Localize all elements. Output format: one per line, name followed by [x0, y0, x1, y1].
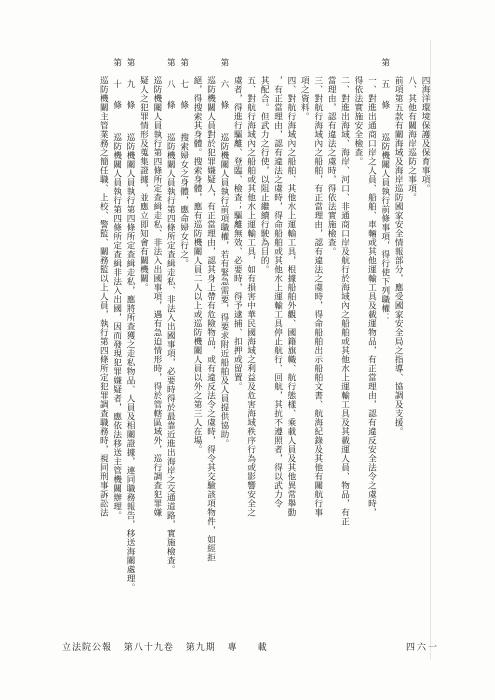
text-line — [270, 58, 283, 628]
line-text: 其配合。但武力之行使，以阻止繼續行駛為目的。 — [259, 76, 270, 274]
text-line — [418, 58, 431, 628]
line-text: 四海洋環境保護及保育事項。 — [420, 76, 430, 193]
line-text: 三、對航行海域內之船舶，有正當理由，認有違法之虞時，得命船舶出示船舶文書、航海紀錄及其他有關航行事 — [312, 76, 323, 517]
text-line — [324, 58, 337, 628]
article-number: 第 七 條 — [178, 58, 189, 111]
article-number: 第 五 條 — [379, 58, 390, 111]
law-text-body — [96, 58, 431, 628]
text-line — [96, 58, 109, 628]
text-line — [203, 58, 216, 628]
line-text: 巡防機關主管業務之簡任職、上校、警監、關務監以上人員，執行第四條所定犯罪調查職務時，視同刑事訴訟法 — [98, 76, 109, 517]
text-line — [123, 58, 136, 628]
line-text: 巡防機關人員執行第四條所定查緝走私、非法入出國事項，必要時得於最靠近進出海岸之交通道路，實施檢查。 — [165, 133, 176, 574]
line-text: 巡防機關人員執行前條事項，得行使下列職權： — [379, 133, 390, 322]
line-text: 絕，得搜索其身體。搜索身體，應有巡防機關人員二人以上或巡防機關人員以外之第三人在場。 — [192, 76, 203, 454]
line-text: 項之資料。 — [299, 76, 310, 121]
line-text: 八、其他有關海岸巡防之事項。 — [406, 76, 417, 202]
text-line — [337, 58, 350, 628]
line-text: 前項第五款有關海域及海岸巡防國家安全情報部分，應受國家安全局之指導、協調及支援。 — [393, 76, 404, 436]
text-line — [163, 58, 176, 628]
text-line — [230, 58, 243, 628]
line-text: 虞者，得進行驅離、登臨、檢查；驅離無效、必要時，得予逮捕、扣押或留置。 — [232, 76, 243, 391]
line-text: 巡防機關人員對於犯罪嫌疑人，有正當理由，認其身上帶有危險物品，或有違反法令之虞時，得令其交驗該項物件，如經拒 — [205, 76, 216, 562]
text-line — [217, 58, 230, 628]
article-number: 第 十 條 — [111, 58, 122, 111]
line-text: ，有正當理由，認有違法之虞時，得命船舶或其他水上運輸工具停止航行、回航，其抗不遵照者，得以武力令 — [272, 76, 283, 508]
line-text: 四、對航行海域內之船舶、其他水上運輸工具，根據船舶外觀、國籍旗幟、航行態樣、乘載人員及其他異常舉動 — [285, 76, 296, 517]
text-line — [149, 58, 162, 628]
line-text: 得依法實施安全檢查。 — [352, 76, 363, 166]
text-line — [377, 58, 390, 628]
footer-publication-info — [62, 640, 276, 653]
text-line — [391, 58, 404, 628]
footer-issue: 第九期 — [185, 643, 216, 653]
text-line — [176, 58, 189, 628]
footer-publication: 立法院公報 — [62, 643, 113, 653]
line-text: 巡防機關人員執行第四條所定查緝走私、非法入出國事項，遇有急迫情形時，得於管轄區域外，巡行調查犯罪嫌 — [151, 76, 162, 517]
text-line — [243, 58, 256, 628]
page-footer — [0, 640, 495, 660]
footer-section: 專 載 — [227, 643, 268, 653]
line-text: 巡防機關人員執行第四條所定查緝走私，應將所查獲之走私物品、人員及相關證據，連同職務報告，移送海關處理。 — [125, 133, 136, 592]
article-number: 第 九 條 — [125, 58, 136, 111]
text-line — [364, 58, 377, 628]
article-number: 第 六 條 — [218, 58, 229, 111]
text-line — [109, 58, 122, 628]
text-line — [404, 58, 417, 628]
text-line — [136, 58, 149, 628]
line-text: 一、對進出通商口岸之人員、船舶、車輛或其他運輸工具及載運物品，有正當理由，認有違反安全法令之虞時， — [366, 76, 377, 517]
line-text: 巡防機關人員執行前項職權，若有緊急需要，得要求附近船舶及人員提供協助。 — [218, 133, 229, 448]
footer-volume: 第八十九卷 — [123, 643, 174, 653]
text-line — [310, 58, 323, 628]
text-line — [284, 58, 297, 628]
text-line — [351, 58, 364, 628]
article-number: 第 八 條 — [165, 58, 176, 111]
line-text: 疑人之犯罪情形及蒐集證據，並應立即知會有關機關。 — [138, 76, 149, 292]
line-text: 當理由，認有違法之虞時，得依法實施檢查。 — [326, 76, 337, 256]
text-line — [257, 58, 270, 628]
line-text: 巡防機關人員執行第四條所定查緝非法入出國，因而發現犯罪嫌疑者，應依法移送主管機關辦理。 — [111, 133, 122, 520]
line-text: 二、對進出海域、海岸、河口、非通商口岸及航行於海域內之船舶或其他水上運輸工具及其載運人員、物品，有正 — [339, 76, 350, 526]
line-text: 五、對航行海域內之船舶或其他水上運輸工具，如有損害中華民國海域之利益及危害海域秩序行為或影響安全之 — [245, 76, 256, 517]
line-text: 搜索婦女之身體，應命婦女行之。 — [178, 133, 189, 268]
text-line — [190, 58, 203, 628]
text-line — [297, 58, 310, 628]
footer-page-number: 四六一 — [405, 643, 439, 653]
